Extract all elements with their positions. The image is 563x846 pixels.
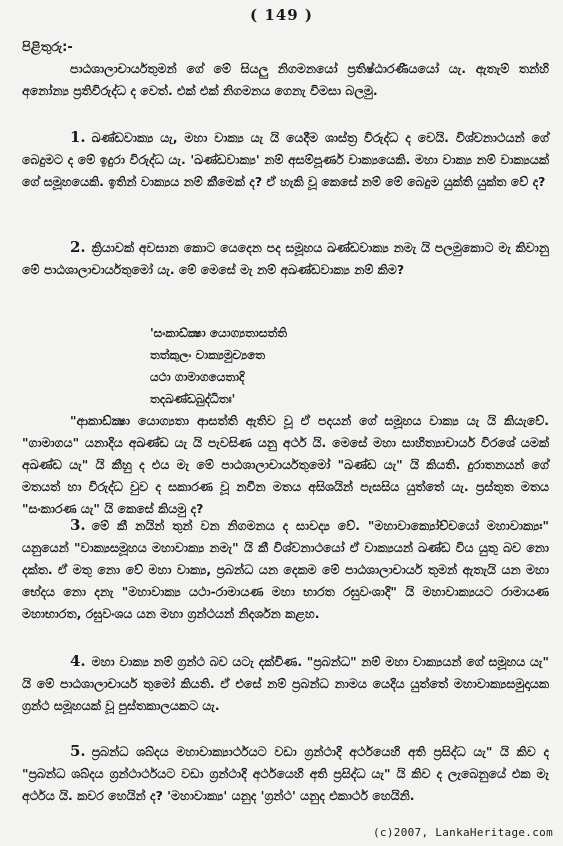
paragraph-2-continued [22,410,549,520]
paragraph-text: ක්‍රියාවක් අවසාන කොට යෙදෙන පද සමූහය ඛණ්ඩවාක්‍ය නමැ යි පලමුකොට මැ කිවානු මේ පාඨශාලාචාර්යතුමෝ යැ. මේ මෙසේ මැ නම් අඛණ්ඩවාක්‍ය නම් කිම? [22,240,549,277]
paragraph-text: ප්‍රබන්ධ ශබ්දය මහාවාක්‍යාර්ථයට වඩා ග්‍රන්ථාදි අර්ථයෙහි අති ප්‍රසිද්ධ යැ" යි කිව ද "ප්‍රබන්ධ ශබ්දය ග්‍රන්ථාර්ථයට වඩා ග්‍රන්ථාදි අර්ථයෙහි අති ප්‍රසිද්ධ යැ" යි කිව ද ලැබෙනුයේ එක මැ අර්ථය යි. කවර හෙයින් ද? 'මහාවාක්‍ය' යනුද 'ග්‍රන්ථ' යනුද එකාර්ථ හෙයිනි. [22,744,549,803]
paragraph-text: "ආකාඩ්ක්‍ෂා යොග්‍යතා ආසත්ති ඇතිව වූ ඒ පදයන් ගේ සමූහය වාක්‍ය යැ යි කියැවේ. "ගාමාගය" යනාදිය අඛණ්ඩ යැ යි පැවසිණ යනු අර්ථ යි. මෙසේ මහා සාහිත්‍යාචාර්ය විරශේ යමක් අඛණ්ඩ යැ" යි කීහු ද එය මැ මේ පාඨශාලාචාර්යතුමෝ "ඛණ්ඩ යැ" යි කියති. දුරාතනයන් ගේ මතයත් හා විරුද්ධ වුව ද සකාරණ වූ නවීන මතය අසිශයින් පැසසිය යුත්තේ යැ. ප්‍රස්තුත මතය "සංකාරණ යැ" යි කෙසේ කියමු ද? [22,413,549,516]
verse-line: තදඛණ්ඩබුද්ධිතඃ' [150,392,236,406]
paragraph-4 [22,650,549,717]
section-heading: පිළිතුරු:- [22,40,73,55]
intro-paragraph: පාඨශාලාචාර්යතුමන් ගේ මේ සියලු නිගමනයෝ ප්‍රතිෂ්ඨාරණීයයෝ යැ. ඇතැම් තන්හි අනෝන්‍ය ප්‍රතිවිරුද්ධ ද වෙත්. එක් එක් නිගමනය ගෙනැ විමසා බලමු. [22,61,549,98]
paragraph-1 [22,126,549,193]
verse-line: 'සංකාඩ්ක්‍ෂා යොග්‍යතාසත්ති [150,326,287,340]
paragraph-2 [22,236,549,281]
verse-quote [150,322,287,410]
paragraph-3 [22,514,549,625]
paragraph-number: 5. [70,742,86,760]
verse-line: යථා ගාමාගයෙතාදි [150,370,245,384]
verse-line: තත්කුලං වාක්‍යමුච්‍යතෙ [150,348,266,362]
paragraph-5 [22,740,549,807]
page-number: ( 149 ) [250,6,313,24]
paragraph-text: මහා වාක්‍ය නම් ග්‍රන්ථ බව යටැ දක්විණ. "ප්‍රබන්ධ" නම් මහා වාක්‍යයන් ගේ සමූහය යැ" යි මේ පාඨශාලාචාර්ය තුමෝ කියති. ඒ එසේ නම් ප්‍රබන්ධ නාමය යෙදිය යුත්තේ මහාවාක්‍යසමුදායක ග්‍රන්ථ සමූහයක් වූ පුස්තකාලයකට යැ. [22,654,549,713]
paragraph-text: ඛණ්ඩවාක්‍ය යැ, මහා වාක්‍ය යැ යි යෙදීම ශාස්ත්‍ර විරුද්ධ ද වෙයි. විශ්වනාථයන් ගේ බෙදුමට ද මේ ඉදුරා විරුද්ධ යැ. 'ඛණ්ඩවාක්‍ය' නම් අසම්පූර්ණ වාක්‍යයෙකි. මහා වාක්‍ය නම් වාක්‍යයක් ගේ සමූහයෙකි. ඉතින් වාක්‍යය නම් කීමෙක් ද? ඒ හැකි වූ කෙසේ නම් මේ බෙදුම යුක්ති යුක්ත වේ ද? [22,130,549,189]
paragraph-number: 1. [70,128,86,146]
paragraph-number: 4. [70,652,86,670]
paragraph-text: මේ කී නයින් තුන් වන නිගමනය ද සාවද්‍ය වේ. "මහාවාක්‍යෝච්චයෝ මහාවාක්‍යඃ" යනුයෙන් "වාක්‍යසමූහය මහාවාක්‍ය නමැ" යි කී විශ්වනාථයෝ ඒ වාක්‍යයන් ඛණ්ඩ විය යුතු බව නො දක්ත. ඒ මතු නො වේ මහා වාක්‍ය, ප්‍රබන්ධ යන දෙකම මේ පාඨශාලාචාර්ය තුමන් ඇතැයි යන මහා භේදය නො දනැ "මහාවාක්‍ය යථා-රාමායණ මහා භාරත රඝුවංශාදි" යි මහාවාක්‍යයට රාමායණ මහාභාරත, රඝුවංශය යන මහා ග්‍රන්ථයන් නිදර්ශන කළහ. [22,518,549,621]
copyright-notice: (c)2007, LankaHeritage.com [373,826,553,839]
paragraph-number: 3. [70,516,86,534]
paragraph-number: 2. [70,238,86,256]
